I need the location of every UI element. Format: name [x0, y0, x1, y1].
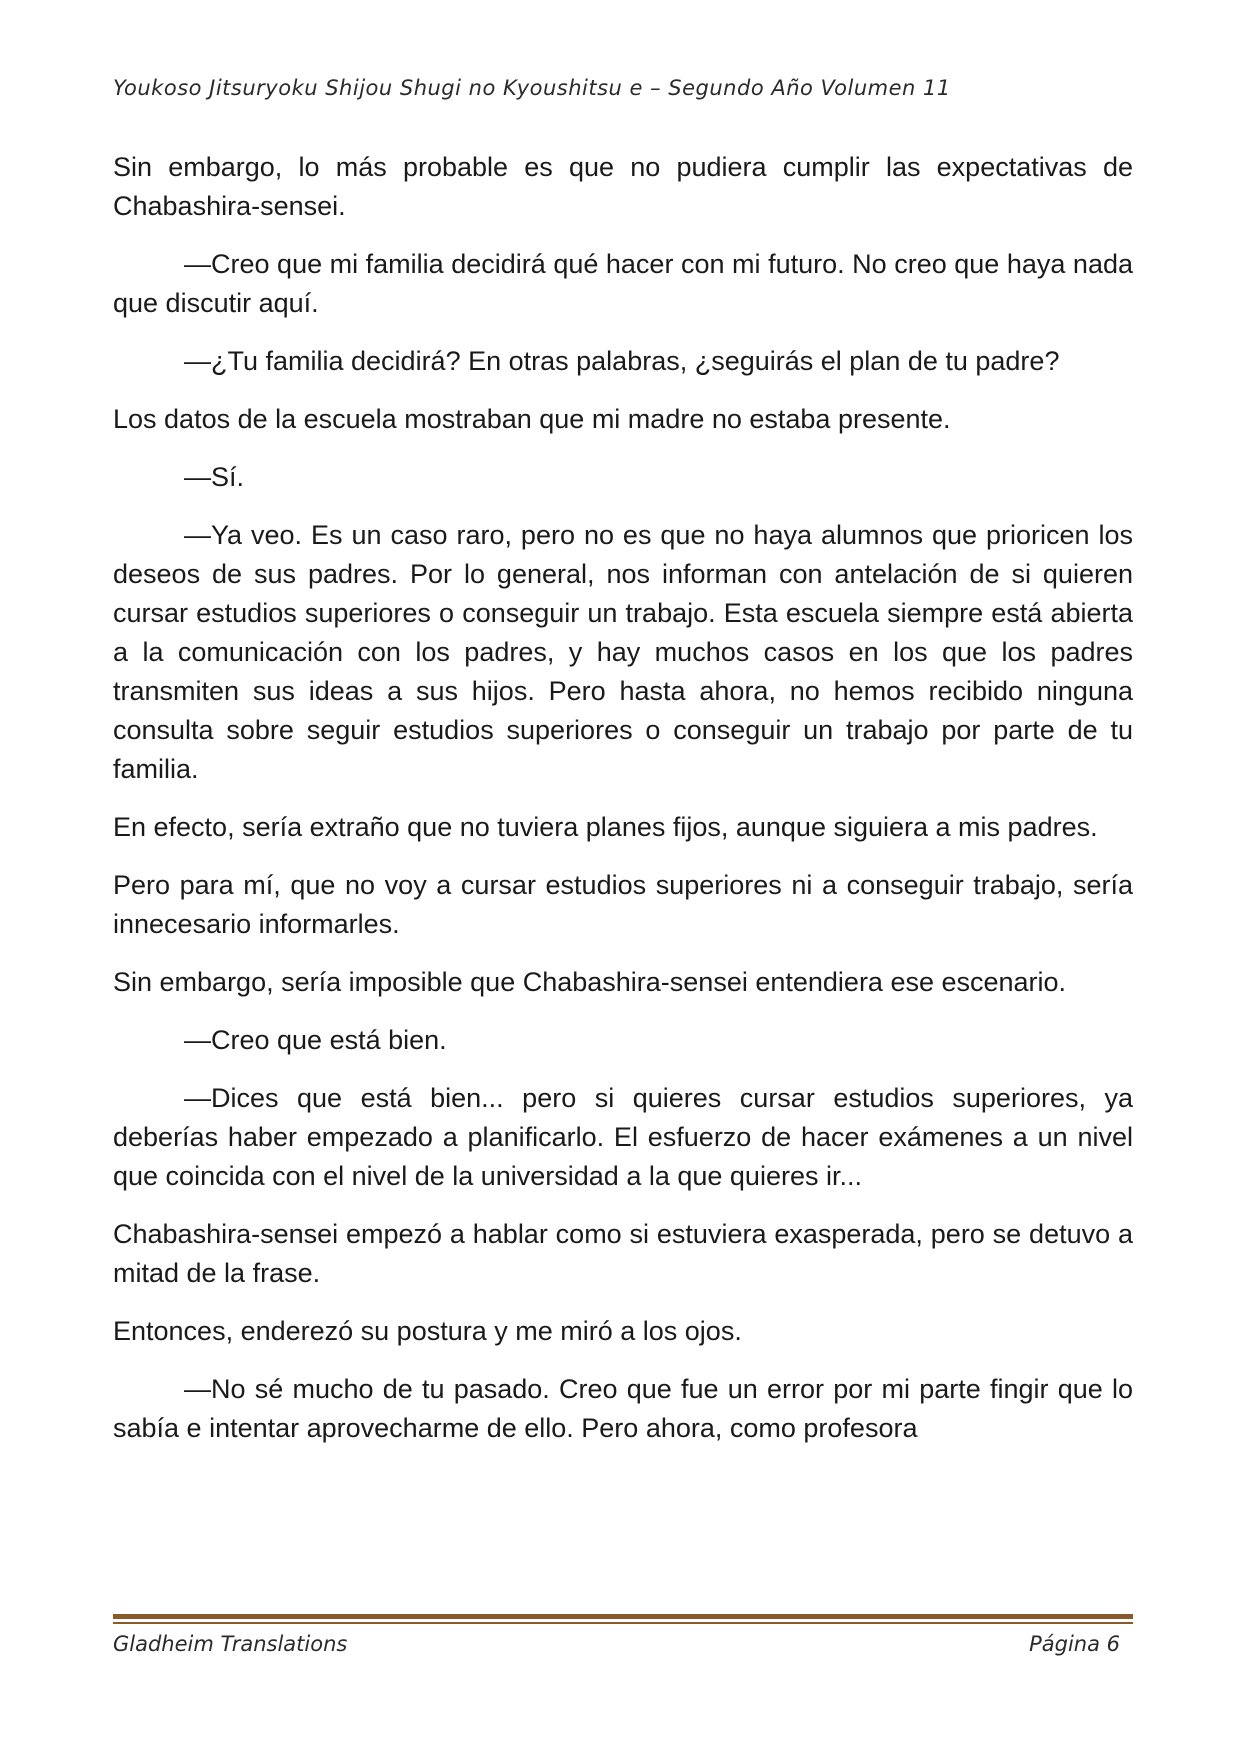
footer-divider-thick [113, 1614, 1133, 1619]
paragraph: Los datos de la escuela mostraban que mi madre no estaba presente. [113, 404, 951, 434]
paragraph: Sin embargo, lo más probable es que no pudiera cumplir las expectativas de Chabashira-sensei. [113, 152, 1133, 221]
dialogue-paragraph: —Creo que mi familia decidirá qué hacer con mi futuro. No creo que haya nada que discutir aquí. [113, 249, 1133, 318]
page-number: Página 6 [1029, 1632, 1120, 1656]
page-body [113, 148, 1133, 1448]
dialogue-paragraph: —Sí. [184, 462, 245, 492]
dialogue-paragraph: —No sé mucho de tu pasado. Creo que fue un error por mi parte fingir que lo sabía e intentar aprovecharme de ello. Pero ahora, como profesora [113, 1374, 1133, 1443]
paragraph: Sin embargo, sería imposible que Chabashira-sensei entendiera ese escenario. [113, 967, 1067, 997]
paragraph: Pero para mí, que no voy a cursar estudios superiores ni a conseguir trabajo, sería innecesario informarles. [113, 870, 1133, 939]
footer-divider [113, 1614, 1133, 1625]
paragraph: Entonces, enderezó su postura y me miró a los ojos. [113, 1316, 742, 1346]
dialogue-paragraph: —¿Tu familia decidirá? En otras palabras, ¿seguirás el plan de tu padre? [184, 346, 1060, 376]
paragraph: Chabashira-sensei empezó a hablar como si estuviera exasperada, pero se detuvo a mitad de la frase. [113, 1219, 1133, 1288]
footer-divider-thin [113, 1622, 1133, 1624]
footer-publisher: Gladheim Translations [113, 1632, 348, 1656]
paragraph: En efecto, sería extraño que no tuviera planes fijos, aunque siguiera a mis padres. [113, 812, 1098, 842]
dialogue-paragraph: —Ya veo. Es un caso raro, pero no es que no haya alumnos que prioricen los deseos de sus padres. Por lo general, nos informan con antelación de si quieren cursar estudios superiores o conseguir un trabajo. Esta escuela siempre está abierta a la comunicación con los padres, y hay muchos casos en los que los padres transmiten sus ideas a sus hijos. Pero hasta ahora, no hemos recibido ninguna consulta sobre seguir estudios superiores o conseguir un trabajo por parte de tu familia. [113, 520, 1133, 784]
running-header: Youkoso Jitsuryoku Shijou Shugi no Kyoushitsu e – Segundo Año Volumen 11 [113, 76, 951, 100]
dialogue-paragraph: —Creo que está bien. [184, 1025, 447, 1055]
dialogue-paragraph: —Dices que está bien... pero si quieres cursar estudios superiores, ya deberías haber empezado a planificarlo. El esfuerzo de hacer exámenes a un nivel que coincida con el nivel de la universidad a la que quieres ir... [113, 1083, 1133, 1191]
